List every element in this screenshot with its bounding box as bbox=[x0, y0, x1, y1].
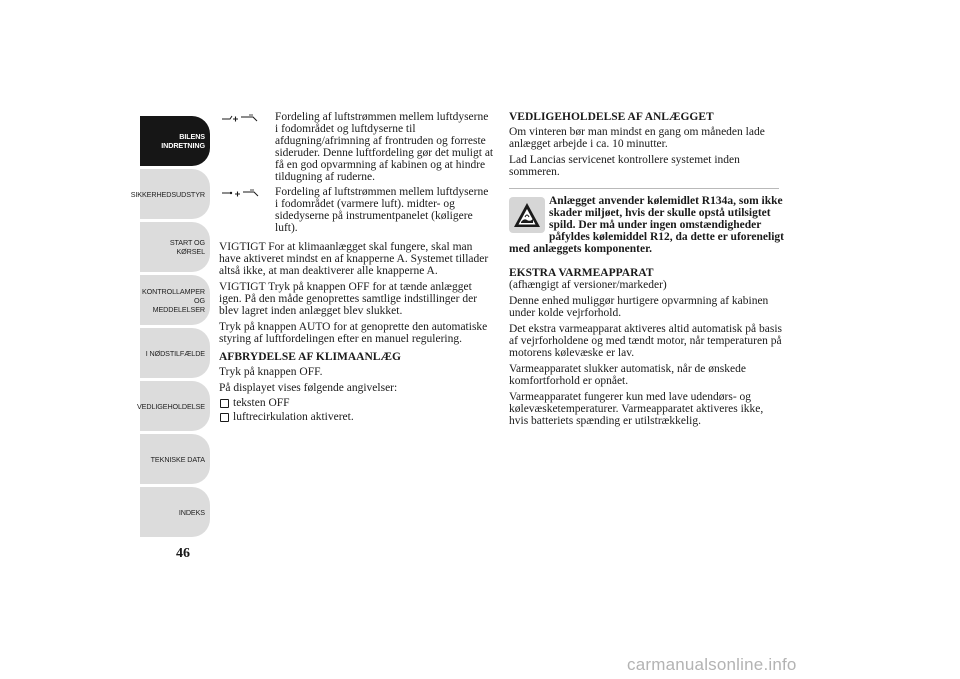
list-item bbox=[219, 397, 494, 409]
tab-tekniske-data[interactable]: TEKNISKE DATA bbox=[140, 434, 210, 484]
heater-paragraph-4: Varmeapparatet fungerer kun med lave udendørs- og kølevæsketemperaturer. Varmeapparatet aktiveres ikke, hvis batteriets spænding er utilstrækkelig. bbox=[509, 391, 764, 427]
list-item-text: luftrecirkulation aktiveret. bbox=[233, 411, 354, 423]
list-item bbox=[219, 411, 494, 423]
section-heading-vedligeholdelse: VEDLIGEHOLDELSE AF ANLÆGGET bbox=[509, 111, 714, 123]
tab-i-nodstilfaelde[interactable]: I NØDSTILFÆLDE bbox=[140, 328, 210, 378]
section-heading-ekstra-varmeapparat: EKSTRA VARMEAPPARAT bbox=[509, 267, 654, 279]
left-column bbox=[219, 111, 494, 425]
winter-paragraph: Om vinteren bør man mindst en gang om måneden lade anlægget arbejde i ca. 10 minutter. bbox=[509, 126, 765, 150]
tab-kontrollamper[interactable]: KONTROLLAMPER OG MEDDELELSER bbox=[140, 275, 210, 325]
airflow-mode-2-text: Fordeling af luftstrømmen mellem luftdyserne i fodområdet (varmere luft). midter- og sidedyserne på instrumentpanelet (køligere luft). bbox=[275, 186, 489, 234]
heater-paragraph-3: Varmeapparatet slukker automatisk, når de ønskede komfortforhold er opnået. bbox=[509, 363, 746, 387]
warning-divider bbox=[509, 188, 779, 189]
note-vigtigt-2: VIGTIGT Tryk på knappen OFF for at tænde anlægget igen. På den måde genoprettes samtlige indstillinger der blev lagret inden anlægget blev slukket. bbox=[219, 281, 478, 317]
airflow-mode-1-text: Fordeling af luftstrømmen mellem luftdyserne i fodområdet og luftdyserne til afdugning/afrimning af frontruden og forreste sideruder. Denne luftfordeling gør det muligt at få en god opvarmning af kabinen og at hindre tildugning af ruderne. bbox=[275, 111, 494, 183]
heater-paragraph-2: Det ekstra varmeapparat aktiveres altid automatisk på basis af vejrforholdene og med tændt motor, når temperaturen på motorens kølevæske er lav. bbox=[509, 323, 783, 359]
checkbox-bullet-icon bbox=[220, 413, 229, 422]
note-vigtigt-1: VIGTIGT For at klimaanlægget skal fungere, skal man have aktiveret mindst en af knapperne A. Systemet tillader altså ikke, at man deaktiverer alle knapperne A. bbox=[219, 241, 489, 277]
right-column bbox=[509, 111, 784, 431]
tab-indeks[interactable]: INDEKS bbox=[140, 487, 210, 537]
section-heading-afbrydelse: AFBRYDELSE AF KLIMAANLÆG bbox=[219, 351, 401, 363]
tab-sikkerhedsudstyr[interactable]: SIKKERHEDSUDSTYR bbox=[140, 169, 210, 219]
airflow-feet-defrost-icon bbox=[219, 111, 275, 183]
display-paragraph: På displayet vises følgende angivelser: bbox=[219, 382, 398, 394]
tab-start-og-korsel[interactable]: START OG KØRSEL bbox=[140, 222, 210, 272]
tab-vedligeholdelse[interactable]: VEDLIGEHOLDELSE bbox=[140, 381, 210, 431]
checkbox-bullet-icon bbox=[220, 399, 229, 408]
heater-paragraph-1: Denne enhed muliggør hurtigere opvarmning af kabinen under kolde vejrforhold. bbox=[509, 295, 769, 319]
section-subheading: (afhængigt af versioner/markeder) bbox=[509, 279, 667, 291]
page-number: 46 bbox=[176, 546, 190, 561]
chapter-sidebar bbox=[130, 116, 210, 540]
airflow-mode-2 bbox=[219, 186, 494, 234]
list-item-text: teksten OFF bbox=[233, 397, 290, 409]
service-paragraph: Lad Lancias servicenet kontrollere systemet inden sommeren. bbox=[509, 154, 740, 178]
environment-warning-icon bbox=[509, 197, 545, 233]
tab-bilens-indretning[interactable]: BILENS INDRETNING bbox=[140, 116, 210, 166]
airflow-feet-panel-icon bbox=[219, 186, 275, 234]
airflow-mode-1 bbox=[219, 111, 494, 183]
auto-paragraph: Tryk på knappen AUTO for at genoprette den automatiske styring af luftfordelingen efter en manuel regulering. bbox=[219, 321, 488, 345]
warning-text: Anlægget anvender kølemidlet R134a, som ikke skader miljøet, hvis der skulle opstå utilsigtet spild. Der må under ingen omstændigheder påfyldes kølemiddel R12, da dette er uforeneligt med anlæggets komponenter. bbox=[509, 195, 784, 255]
warning-body bbox=[509, 195, 784, 255]
site-watermark: carmanualsonline.info bbox=[627, 655, 797, 674]
warning-box bbox=[509, 188, 784, 255]
off-paragraph: Tryk på knappen OFF. bbox=[219, 366, 323, 378]
